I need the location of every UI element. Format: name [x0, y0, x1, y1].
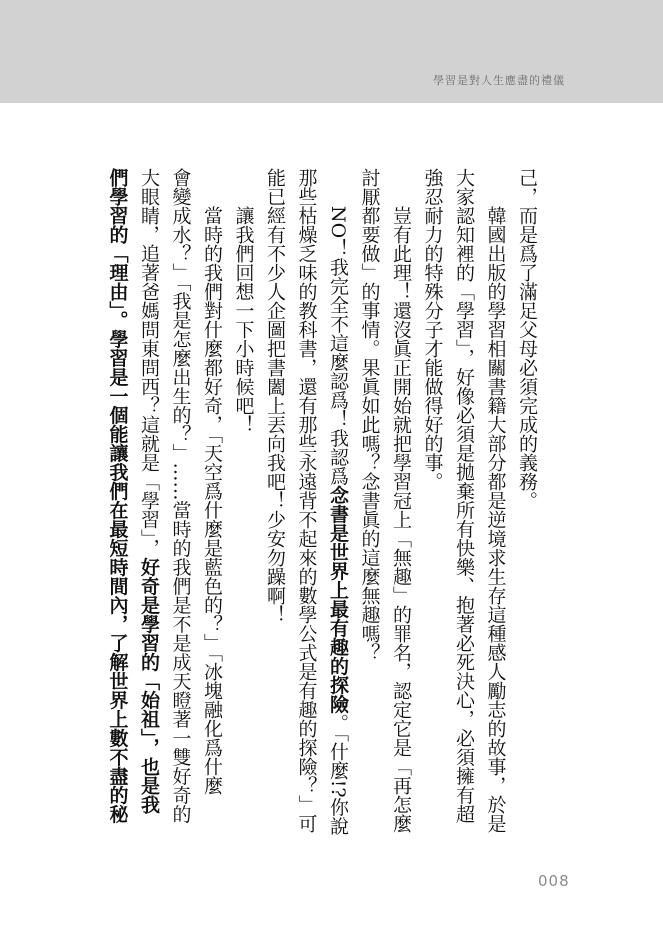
text-column: 當時的我們對什麼都好奇，「天空爲什麼是藍色的？」「冰塊融化爲什麼 [201, 206, 223, 795]
text-column: NO！我完全不這麼認爲！我認爲念書是世界上最有趣的探險。「什麼!?你說 [327, 206, 349, 836]
page-number: 008 [538, 872, 570, 890]
text-column: 強忍耐力的特殊分子才能做得好的事。 [421, 168, 444, 491]
emphasis-text: 念書是世界上最有趣的探險 [327, 485, 349, 714]
text-column: 大眼睛，追著爸媽問東問西？這就是「學習」，好奇是學習的「始祖」，也是我 [138, 168, 160, 814]
text-column: 己，而是爲了滿足父母必須完成的義務。 [516, 168, 538, 510]
text-body [106, 168, 542, 858]
text-column: 能已經有不少人企圖把書闔上丟向我吧！少安勿躁啊！ [264, 168, 286, 624]
text-column: 豈有此理！還沒眞正開始就把學習冠上「無趣」的罪名，認定它是「再怎麼 [390, 206, 412, 833]
text-column: 大家認知裡的「學習」，好像必須是拋棄所有快樂、抱著必死決心，必須擁有超 [453, 168, 475, 824]
text-column: 那些枯燥乏味的教科書，還有那些永遠背不起來的數學公式是有趣的探險？」可 [295, 168, 318, 833]
emphasis-text: 好奇是學習的「始祖」 [138, 557, 160, 738]
text-column: 讓我們回想一下小時候吧！ [232, 206, 255, 434]
emphasis-text: ，也是我 [138, 738, 160, 814]
emphasis-column: 們學習的「理由」。學習是一個能讓我們在最短時間內，了解世界上數不盡的秘 [106, 168, 129, 824]
running-title: 學習是對人生應盡的禮儀 [433, 74, 565, 87]
text-column: 討厭都要做」的事情。果眞如此嗎？念書眞的這麼無趣嗎？ [358, 168, 381, 662]
text-column: 會變成水？」「我是怎麼出生的？」……當時的我們是不是成天瞪著一雙好奇的 [169, 168, 192, 824]
text-column: 韓國出版的學習相關書籍大部分都是逆境求生存這種感人勵志的故事，於是 [484, 206, 507, 833]
